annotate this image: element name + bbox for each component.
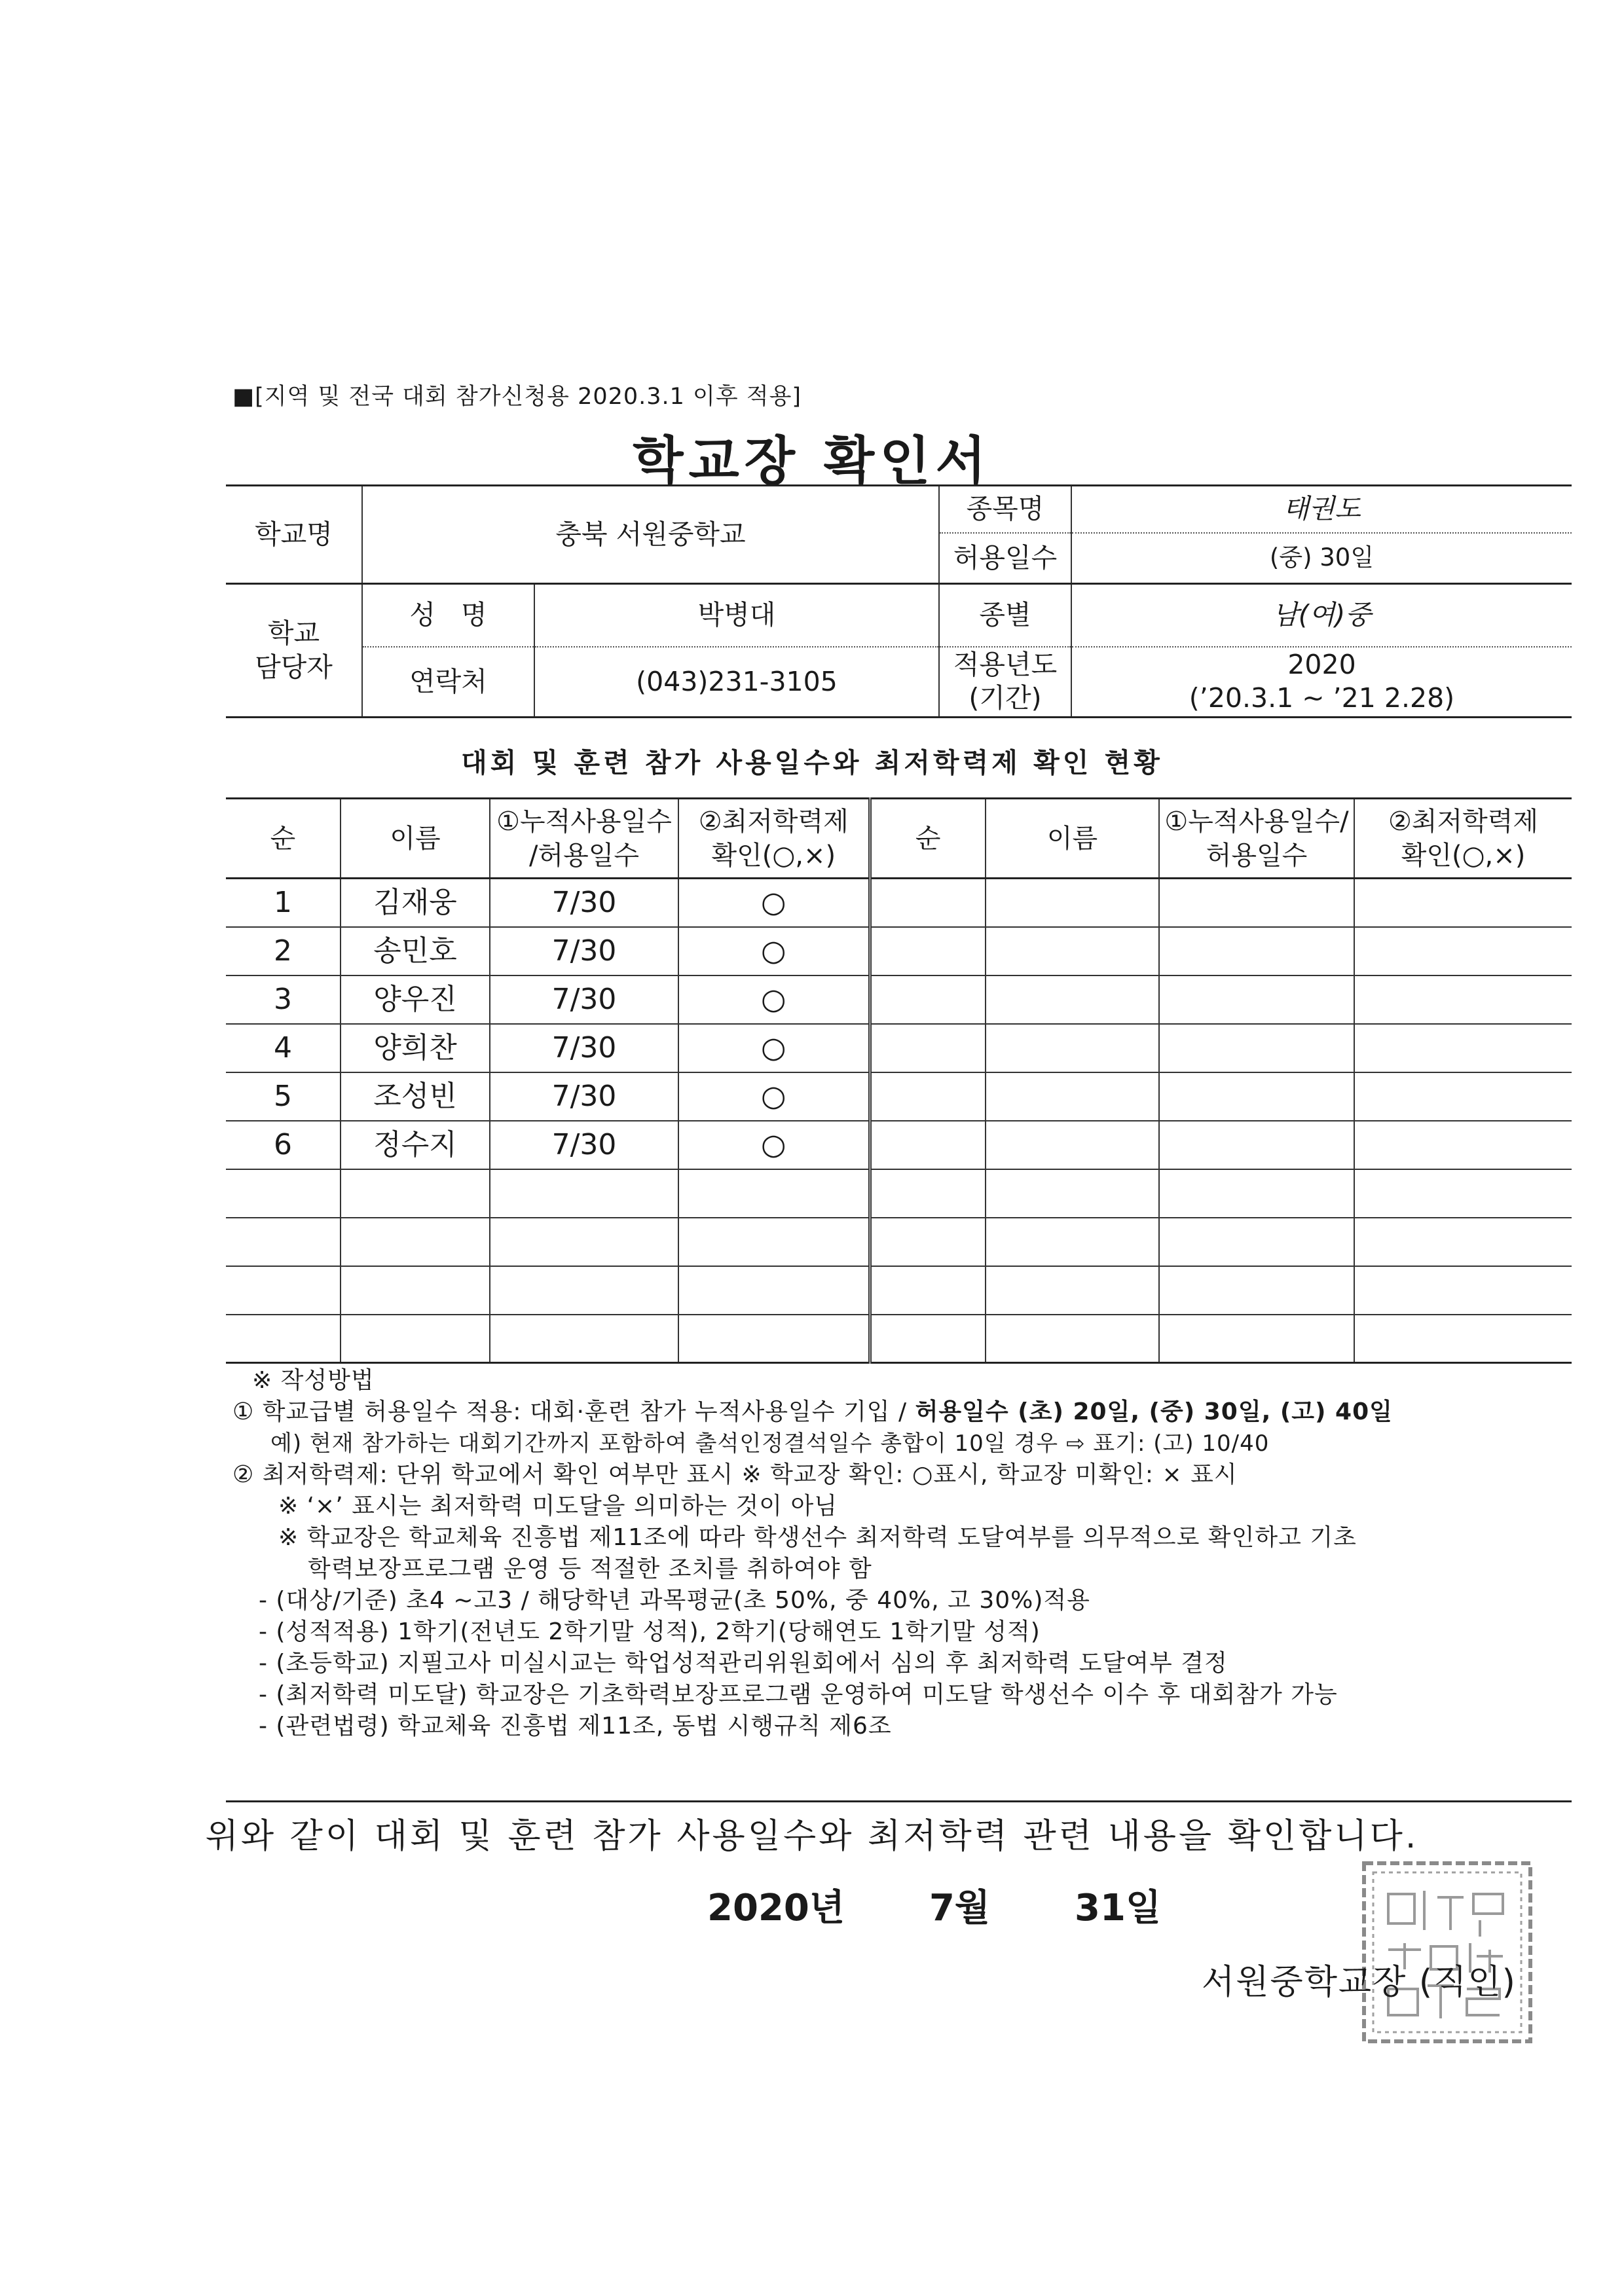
year-period: (’20.3.1 ~ ’21 2.28) <box>1189 682 1455 714</box>
empty-cell <box>870 1266 986 1315</box>
empty-cell <box>1354 1121 1572 1169</box>
row-days: 7/30 <box>490 975 678 1024</box>
sport-value: 태권도 <box>1071 486 1572 533</box>
row-days: 7/30 <box>490 1121 678 1169</box>
confirmation-statement: 위와 같이 대회 및 훈련 참가 사용일수와 최저학력 관련 내용을 확인합니다. <box>205 1817 1419 1856</box>
empty-cell <box>870 1315 986 1363</box>
empty-cell <box>986 1266 1159 1315</box>
row-no: 3 <box>226 975 341 1024</box>
empty-cell <box>986 1121 1159 1169</box>
empty-cell <box>986 1072 1159 1121</box>
empty-cell <box>341 1266 490 1315</box>
empty-cell <box>1159 1072 1354 1121</box>
col-days-right-line1: ①누적사용일수/ <box>1164 806 1349 837</box>
empty-cell <box>341 1169 490 1218</box>
empty-cell <box>870 1072 986 1121</box>
note-1 <box>232 1396 1581 1428</box>
detail-1: - (대상/기준) 초4 ~고3 / 해당학년 과목평균(초 50%, 중 40%, 고 30%)적용 <box>259 1587 1090 1614</box>
detail-2: - (성적적용) 1학기(전년도 2학기말 성적), 2학기(당해연도 1학기말 성적) <box>259 1618 1041 1645</box>
empty-cell <box>986 1169 1159 1218</box>
row-days: 7/30 <box>490 1024 678 1072</box>
empty-cell <box>1354 927 1572 975</box>
roster-table <box>226 797 1572 1364</box>
date-day: 31일 <box>1075 1887 1162 1929</box>
col-check <box>678 799 870 879</box>
col-check-right-line1: ②최저학력제 <box>1388 806 1539 837</box>
empty-cell <box>341 1315 490 1363</box>
row-name: 양희찬 <box>341 1024 490 1072</box>
empty-cell <box>986 975 1159 1024</box>
col-days-line1: ①누적사용일수 <box>496 806 672 837</box>
manager-label-line1: 학교 <box>267 617 320 649</box>
empty-cell <box>1159 975 1354 1024</box>
row-no: 1 <box>226 879 341 927</box>
year-value-line1: 2020 <box>1287 649 1356 680</box>
col-check-right-line2: 확인(○,×) <box>1401 840 1526 871</box>
table-row <box>226 1121 1572 1169</box>
row-check: ○ <box>678 927 870 975</box>
allowed-days-label: 허용일수 <box>939 533 1071 584</box>
empty-cell <box>490 1218 678 1266</box>
col-days-right <box>1159 799 1354 879</box>
col-check-line2: 확인(○,×) <box>711 840 836 871</box>
date-month: 7월 <box>929 1887 991 1929</box>
row-name: 김재웅 <box>341 879 490 927</box>
empty-cell <box>226 1266 341 1315</box>
empty-cell <box>490 1266 678 1315</box>
empty-cell <box>986 1024 1159 1072</box>
empty-cell <box>1354 879 1572 927</box>
note-2: ② 최저학력제: 단위 학교에서 확인 여부만 표시 ※ 학교장 확인: ○표시, 학교장 미확인: × 표시 <box>232 1461 1238 1488</box>
year-label-line1: 적용년도 <box>953 649 1058 680</box>
allowed-days-value: (중) 30일 <box>1071 533 1572 584</box>
document-title: 학교장 확인서 <box>633 431 991 492</box>
table-row <box>226 1072 1572 1121</box>
row-no: 4 <box>226 1024 341 1072</box>
divider <box>226 1800 1572 1802</box>
row-name: 양우진 <box>341 975 490 1024</box>
manager-label <box>226 584 362 718</box>
gender-value: 남(여)중 <box>1071 584 1572 647</box>
note-2-b2: 학력보장프로그램 운영 등 적절한 조치를 취하여야 함 <box>308 1556 872 1582</box>
school-name-value: 충북 서원중학교 <box>362 486 939 584</box>
col-no-right: 순 <box>870 799 986 879</box>
detail-3: - (초등학교) 지필고사 미실시교는 학업성적관리위원회에서 심의 후 최저학력 도달여부 결정 <box>259 1650 1228 1677</box>
detail-5: - (관련법령) 학교체육 진흥법 제11조, 동법 시행규칙 제6조 <box>259 1713 892 1740</box>
manager-name-label: 성 명 <box>362 584 534 647</box>
empty-cell <box>1354 1072 1572 1121</box>
empty-cell <box>986 1315 1159 1363</box>
col-days-right-line2: 허용일수 <box>1206 840 1308 871</box>
empty-cell <box>490 1169 678 1218</box>
empty-cell <box>870 1024 986 1072</box>
empty-cell <box>1354 1266 1572 1315</box>
row-no: 2 <box>226 927 341 975</box>
row-no: 6 <box>226 1121 341 1169</box>
empty-cell <box>870 927 986 975</box>
empty-cell <box>986 879 1159 927</box>
issue-date <box>707 1879 1161 1931</box>
sport-label: 종목명 <box>939 486 1071 533</box>
empty-cell <box>986 1218 1159 1266</box>
principal-signature: 서원중학교장 (직인) <box>1202 1963 1517 2002</box>
note-2-a: ※ ‘×’ 표시는 최저학력 미도달을 의미하는 것이 아님 <box>278 1493 838 1520</box>
empty-cell <box>1159 1169 1354 1218</box>
contact-label: 연락처 <box>362 647 534 718</box>
empty-cell <box>678 1218 870 1266</box>
empty-cell <box>490 1315 678 1363</box>
empty-cell <box>1159 1024 1354 1072</box>
empty-cell <box>870 1169 986 1218</box>
table-row-empty <box>226 1266 1572 1315</box>
note-2-b1: ※ 학교장은 학교체육 진흥법 제11조에 따라 학생선수 최저학력 도달여부를 의무적으로 확인하고 기초 <box>278 1524 1357 1551</box>
row-name: 정수지 <box>341 1121 490 1169</box>
year-value <box>1071 647 1572 718</box>
school-info-table <box>226 484 1572 718</box>
table-row <box>226 1024 1572 1072</box>
empty-cell <box>678 1266 870 1315</box>
school-name-label: 학교명 <box>226 486 362 584</box>
note-1-bold: 허용일수 (초) 20일, (중) 30일, (고) 40일 <box>915 1398 1393 1425</box>
empty-cell <box>1159 879 1354 927</box>
empty-cell <box>986 927 1159 975</box>
row-days: 7/30 <box>490 927 678 975</box>
empty-cell <box>1159 1266 1354 1315</box>
empty-cell <box>341 1218 490 1266</box>
col-name-right: 이름 <box>986 799 1159 879</box>
contact-value: (043)231-3105 <box>534 647 939 718</box>
col-no: 순 <box>226 799 341 879</box>
row-check: ○ <box>678 879 870 927</box>
col-name: 이름 <box>341 799 490 879</box>
empty-cell <box>226 1315 341 1363</box>
empty-cell <box>870 1121 986 1169</box>
table-row-empty <box>226 1169 1572 1218</box>
empty-cell <box>678 1169 870 1218</box>
empty-cell <box>1159 1121 1354 1169</box>
row-name: 조성빈 <box>341 1072 490 1121</box>
empty-cell <box>678 1315 870 1363</box>
empty-cell <box>226 1218 341 1266</box>
empty-cell <box>870 1218 986 1266</box>
instructions <box>232 1365 1581 1742</box>
instructions-heading: ※ 작성방법 <box>252 1367 375 1394</box>
row-check: ○ <box>678 1121 870 1169</box>
table-row <box>226 975 1572 1024</box>
note-1-text: ① 학교급별 허용일수 적용: 대회·훈련 참가 누적사용일수 기입 / <box>232 1398 915 1425</box>
empty-cell <box>1354 975 1572 1024</box>
table-row-empty <box>226 1315 1572 1363</box>
empty-cell <box>870 975 986 1024</box>
section-title: 대회 및 훈련 참가 사용일수와 최저학력제 확인 현황 <box>461 747 1163 778</box>
row-name: 송민호 <box>341 927 490 975</box>
col-days-line2: /허용일수 <box>528 840 640 871</box>
gender-label: 종별 <box>939 584 1071 647</box>
empty-cell <box>1354 1218 1572 1266</box>
row-check: ○ <box>678 1072 870 1121</box>
empty-cell <box>1159 1218 1354 1266</box>
col-check-line1: ②최저학력제 <box>698 806 849 837</box>
col-check-right <box>1354 799 1572 879</box>
year-label-line2: (기간) <box>969 682 1042 714</box>
empty-cell <box>1159 927 1354 975</box>
table-row <box>226 879 1572 927</box>
row-check: ○ <box>678 1024 870 1072</box>
year-label <box>939 647 1071 718</box>
date-year: 2020년 <box>707 1887 845 1929</box>
empty-cell <box>1354 1315 1572 1363</box>
row-check: ○ <box>678 975 870 1024</box>
empty-cell <box>870 879 986 927</box>
table-row <box>226 927 1572 975</box>
note-1-example: 예) 현재 참가하는 대회기간까지 포함하여 출석인정결석일수 총합이 10일 경우 ⇨ 표기: (고) 10/40 <box>270 1430 1270 1457</box>
empty-cell <box>1354 1024 1572 1072</box>
official-seal-icon <box>1359 1858 1536 2047</box>
manager-label-line2: 담당자 <box>255 651 333 683</box>
row-no: 5 <box>226 1072 341 1121</box>
row-days: 7/30 <box>490 879 678 927</box>
empty-cell <box>1159 1315 1354 1363</box>
empty-cell <box>226 1169 341 1218</box>
col-days <box>490 799 678 879</box>
empty-cell <box>1354 1169 1572 1218</box>
form-usage-note: ■[지역 및 전국 대회 참가신청용 2020.3.1 이후 적용] <box>232 384 802 410</box>
manager-name-value: 박병대 <box>534 584 939 647</box>
detail-4: - (최저학력 미도달) 학교장은 기초학력보장프로그램 운영하여 미도달 학생선수 이수 후 대회참가 가능 <box>259 1681 1338 1708</box>
table-row-empty <box>226 1218 1572 1266</box>
row-days: 7/30 <box>490 1072 678 1121</box>
